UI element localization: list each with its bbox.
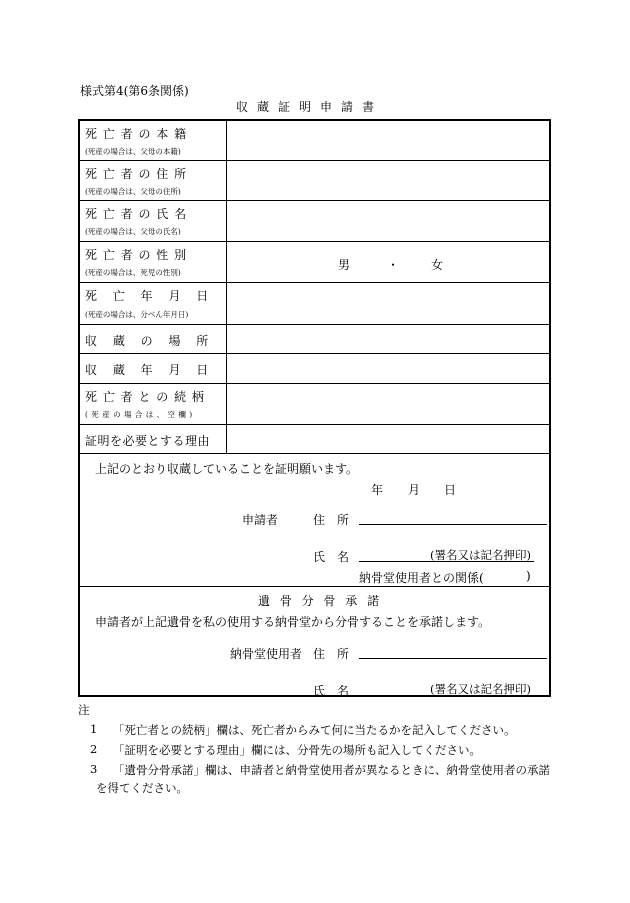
date-year-label: 年 xyxy=(371,483,384,497)
row-label-note: (死産の場合は、父母の氏名) xyxy=(85,227,181,236)
row-label-main: 証明を必要とする理由 xyxy=(85,434,211,448)
row-storage-place xyxy=(80,325,549,354)
consent-address-line[interactable] xyxy=(359,658,547,659)
consent-seal-note: (署名又は記名押印) xyxy=(430,682,531,696)
note-text-continued: を得てください。 xyxy=(96,781,188,795)
row-label xyxy=(80,242,227,282)
consent-title: 遺 骨 分 骨 承 諾 xyxy=(258,594,383,608)
row-label-note: (死産の場合は、父母の住所) xyxy=(85,187,181,196)
applicant-address-label: 住 所 xyxy=(313,513,350,527)
row-label-main: 死 亡 者 の 性 別 xyxy=(85,248,188,262)
consent-statement: 申請者が上記遺骨を私の使用する納骨堂から分骨することを承諾します。 xyxy=(95,615,491,629)
row-label-main: 死 亡 者 と の 続 柄 xyxy=(85,390,205,404)
row-label xyxy=(80,161,227,200)
row-gender xyxy=(80,242,549,283)
row-name xyxy=(80,201,549,242)
row-label xyxy=(80,325,227,353)
row-death-date xyxy=(80,283,549,325)
consent-name-label: 氏 名 xyxy=(313,684,350,698)
row-label xyxy=(80,425,227,453)
application-form xyxy=(78,119,551,697)
row-label-main: 死 亡 者 の 氏 名 xyxy=(85,207,188,221)
notes-heading: 注 xyxy=(78,703,90,717)
consent-user-label: 納骨堂使用者 xyxy=(230,647,303,661)
gender-male-option[interactable]: 男 xyxy=(338,258,351,272)
row-label-note: (死産の場合は、死児の性別) xyxy=(85,268,181,277)
applicant-seal-note: (署名又は記名押印) xyxy=(430,548,531,562)
row-label-main: 収 蔵 年 月 日 xyxy=(85,363,209,377)
consent-address-label: 住 所 xyxy=(313,647,350,661)
date-month-label: 月 xyxy=(408,483,421,497)
date-day-label: 日 xyxy=(444,483,457,497)
relation-close: ) xyxy=(526,569,531,583)
row-label xyxy=(80,283,227,324)
row-label-main: 死 亡 者 の 住 所 xyxy=(85,167,188,181)
row-domicile xyxy=(80,121,549,161)
note-text: 「遺骨分骨承諾」欄は、申請者と納骨堂使用者が異なるときに、納骨堂使用者の承諾 xyxy=(113,763,550,777)
row-label-note: ( 死 産 の 場 合 は 、 空 欄 ) xyxy=(85,410,193,419)
relation-label: 納骨堂使用者との関係( xyxy=(359,571,484,585)
row-label-main: 死 亡 年 月 日 xyxy=(85,289,209,303)
row-label-note: (死産の場合は、分べん年月日) xyxy=(85,310,189,319)
certification-statement: 上記のとおり収蔵していることを証明願います。 xyxy=(95,462,359,476)
section-divider xyxy=(80,586,549,587)
row-label xyxy=(80,121,227,160)
row-relationship xyxy=(80,384,549,425)
note-number: 2 xyxy=(90,742,98,756)
note-text: 「証明を必要とする理由」欄には、分骨先の場所も記入してください。 xyxy=(113,743,481,757)
row-label-note: (死産の場合は、父母の本籍) xyxy=(85,147,181,156)
form-number: 様式第4(第6条関係) xyxy=(80,84,189,98)
gender-separator: ・ xyxy=(387,258,400,272)
applicant-label: 申請者 xyxy=(242,513,279,527)
row-label xyxy=(80,384,227,424)
form-title: 収蔵証明申請書 xyxy=(236,100,384,114)
row-reason xyxy=(80,425,549,454)
applicant-address-line[interactable] xyxy=(359,524,547,525)
note-number: 3 xyxy=(90,762,98,776)
row-storage-date xyxy=(80,354,549,384)
row-label xyxy=(80,201,227,241)
row-label-main: 収 蔵 の 場 所 xyxy=(85,334,209,348)
applicant-name-label: 氏 名 xyxy=(313,550,350,564)
row-label xyxy=(80,354,227,383)
gender-female-option[interactable]: 女 xyxy=(431,258,444,272)
row-label-main: 死 亡 者 の 本 籍 xyxy=(85,127,188,141)
note-text: 「死亡者との続柄」欄は、死亡者からみて何に当たるかを記入してください。 xyxy=(113,723,516,737)
row-address xyxy=(80,161,549,201)
note-number: 1 xyxy=(90,722,98,736)
